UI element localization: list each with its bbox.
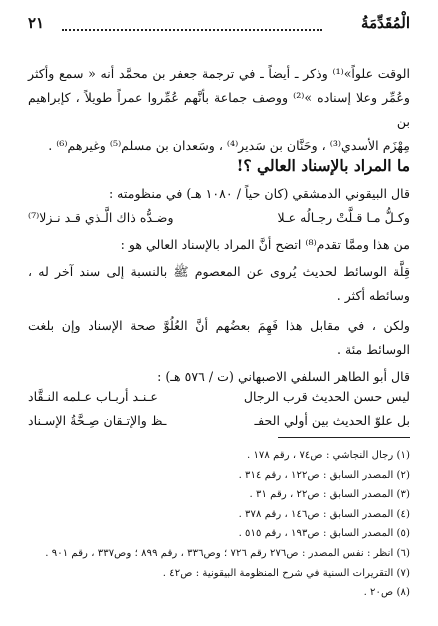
running-title: الْمُقَدِّمَةُ <box>361 14 410 32</box>
paragraph <box>28 260 410 308</box>
text-line: وعُمِّر وعلا إسناده »⁽²⁾ ووصف جماعة بأنَّهم عُمِّروا عمراً طويلاً ، كإبراهيم بن <box>28 90 410 129</box>
text-line: الوسائط مئة . <box>337 342 410 357</box>
footnotes <box>28 446 410 603</box>
intro-paragraph <box>28 62 410 158</box>
footnote: (٥) المصدر السابق : ص١٩٣ ، رقم ٥١٥ . <box>238 528 410 540</box>
footnote: (١) رجال النجاشي : ص٧٤ ، رقم ١٧٨ . <box>246 450 410 461</box>
text-line: قِلَّة الوسائط لحديث يُروى عن المعصوم ﷺ بالنسبة إلى سند آخر له ، <box>28 264 410 279</box>
footnote: (٣) المصدر السابق : ص٢٢ ، رقم ٣١ . <box>249 489 410 501</box>
footnote: (٧) التقريرات السنية في شرح المنظومة البيقونية : ص٤٢ . <box>162 567 410 579</box>
footnote: (٤) المصدر السابق : ص١٤٦ ، رقم ٣٧٨ . <box>238 508 410 520</box>
footnote: (٨) ص٢٠ . <box>363 587 410 599</box>
text-line: من هذا وممَّا تقدم⁽⁸⁾ اتضح أنَّ المراد بالإسناد العالي هو : <box>120 237 410 252</box>
paragraph <box>28 182 410 206</box>
verse-first-hemistich: وكـلُّ مـا قـلَّتْ رجـالُه عـلا <box>277 210 410 225</box>
page-number: ٢١ <box>28 14 45 32</box>
verse-second-hemistich: وضـدُّه ذاك الَّـذي قـد نـزلا⁽⁷⁾ <box>28 210 174 225</box>
paragraph <box>28 365 410 389</box>
poem-verse <box>28 389 410 413</box>
verse-second-hemistich: ـظ والإتـقان صِـحَّةُ الإسـناد <box>28 413 167 428</box>
text-line: مِهْزَم الأسدي⁽³⁾ ، وحَنَّان بن سَدير⁽⁴⁾ ، وسَعدان بن مسلم⁽⁵⁾ وغيرهم⁽⁶⁾ . <box>48 138 410 153</box>
text-line: الوقت علواً»⁽¹⁾ وذكر ـ أيضاً ـ في ترجمة جعفر بن محمَّد أنه « سمع وأكثر <box>28 66 410 81</box>
poem-verse <box>28 413 410 437</box>
paragraph <box>28 233 410 257</box>
footnote-separator <box>278 437 410 438</box>
text-line: قال البيقوني الدمشقي (كان حياً / ١٠٨٠ هـ) في منظومته : <box>108 186 410 201</box>
page-header <box>28 14 410 38</box>
verse-first-hemistich: بل علوّ الحديث بين أولي الحفـ <box>254 413 410 428</box>
verse-first-hemistich: ليس حسن الحديث قرب الرجال <box>243 389 410 404</box>
text-line: قال أبو الطاهر السلفي الاصبهاني (ت / ٥٧٦ هـ) : <box>157 369 410 384</box>
text-line: وسائطه أكثر . <box>336 288 410 303</box>
section-heading: ما المراد بالإسناد العالي ؟! <box>236 156 410 175</box>
footnote: (٦) انظر : نفس المصدر : ص٢٧٦ رقم ٧٢٦ ؛ وص٣٣٦ ، رقم ٨٩٩ ؛ وص٣٣٧ ، رقم ٩٠١ . <box>45 547 410 559</box>
poem-verse <box>28 210 410 234</box>
verse-second-hemistich: عـنـد أربـاب عـلمه النـقَّاد <box>28 389 158 404</box>
paragraph <box>28 314 410 362</box>
header-dotted-rule <box>62 29 322 31</box>
text-line: ولكن ، في مقابل هذا فَهِمَ بعضُهم أنَّ العُلُوَّ صحة الإسناد وإن بلغت <box>28 318 410 333</box>
footnote: (٢) المصدر السابق : ص١٢٢ ، رقم ٣١٤ . <box>238 469 410 481</box>
